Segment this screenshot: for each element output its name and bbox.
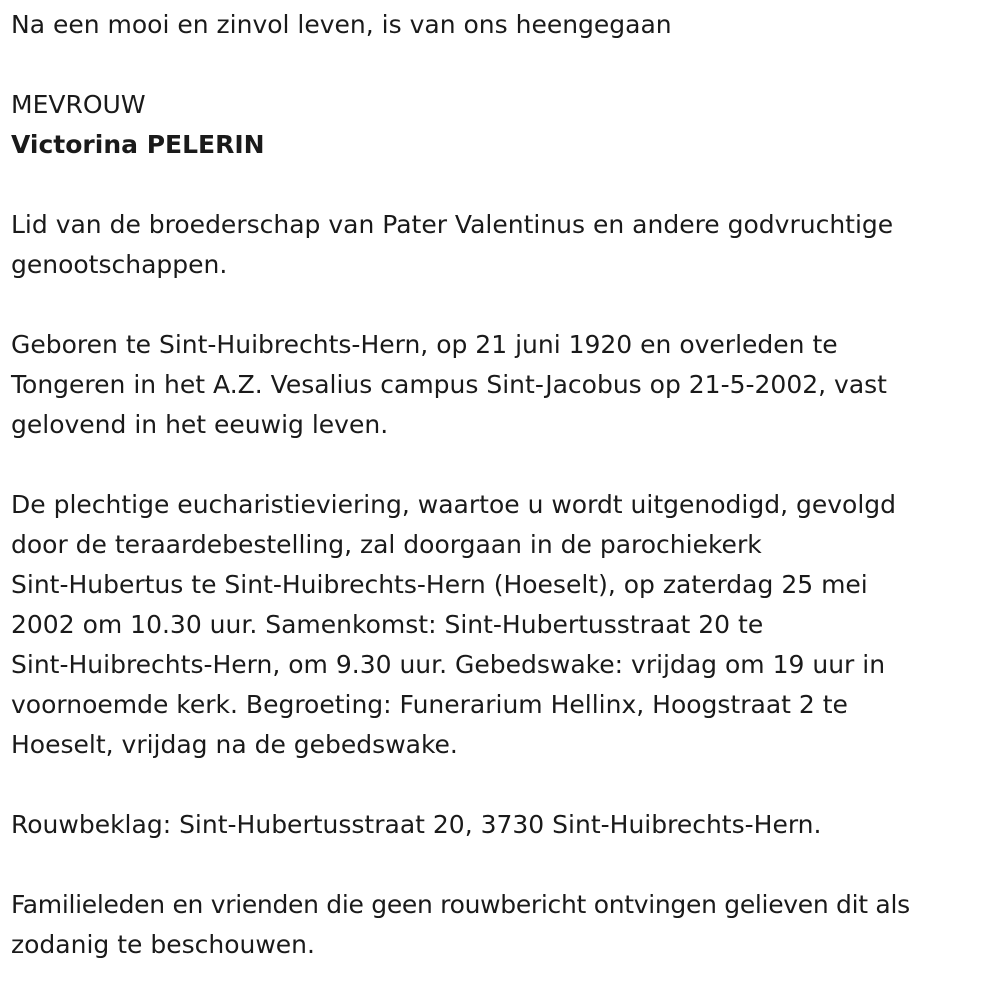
mourning-address: Rouwbeklag: Sint-Hubertusstraat 20, 3730 Sint-Huibrechts-Hern. [11, 810, 822, 839]
paragraph-line: Sint-Huibrechts-Hern, om 9.30 uur. Gebedswake: vrijdag om 19 uur in [11, 650, 886, 679]
paragraph-line: voornoemde kerk. Begroeting: Funerarium Hellinx, Hoogstraat 2 te [11, 690, 848, 719]
spacer [11, 765, 996, 805]
closing-paragraph [11, 885, 996, 965]
deceased-name: Victorina PELERIN [11, 130, 265, 159]
obituary-notice [11, 5, 996, 965]
birth-death-paragraph [11, 325, 996, 445]
paragraph-line: Sint-Hubertus te Sint-Huibrechts-Hern (Hoeselt), op zaterdag 25 mei [11, 570, 868, 599]
honorific: MEVROUW [11, 90, 146, 119]
spacer [11, 445, 996, 485]
paragraph-line: Geboren te Sint-Huibrechts-Hern, op 21 juni 1920 en overleden te [11, 330, 838, 359]
paragraph-line: Familieleden en vrienden die geen rouwbericht ontvingen gelieven dit als [11, 890, 910, 919]
paragraph-line: gelovend in het eeuwig leven. [11, 410, 389, 439]
paragraph-line: Tongeren in het A.Z. Vesalius campus Sint-Jacobus op 21-5-2002, vast [11, 370, 887, 399]
paragraph-line: door de teraardebestelling, zal doorgaan in de parochiekerk [11, 530, 762, 559]
spacer [11, 285, 996, 325]
paragraph-line: 2002 om 10.30 uur. Samenkomst: Sint-Hubertusstraat 20 te [11, 610, 764, 639]
intro-line: Na een mooi en zinvol leven, is van ons heengegaan [11, 10, 672, 39]
paragraph-line: genootschappen. [11, 250, 228, 279]
paragraph-line: Hoeselt, vrijdag na de gebedswake. [11, 730, 458, 759]
paragraph-line: De plechtige eucharistieviering, waartoe u wordt uitgenodigd, gevolgd [11, 490, 897, 519]
paragraph-line: zodanig te beschouwen. [11, 930, 315, 959]
spacer [11, 165, 996, 205]
membership-paragraph [11, 205, 996, 285]
spacer [11, 845, 996, 885]
spacer [11, 45, 996, 85]
ceremony-paragraph [11, 485, 996, 765]
paragraph-line: Lid van de broederschap van Pater Valentinus en andere godvruchtige [11, 210, 894, 239]
